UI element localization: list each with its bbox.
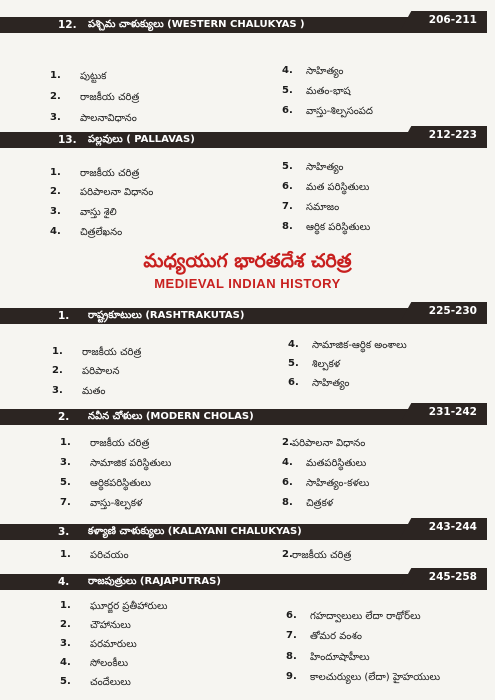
- section-title: నవీన చోళులు (MODERN CHOLAS): [88, 411, 254, 422]
- page-range: 206-211: [428, 14, 477, 26]
- heading-telugu: మధ్యయుగ భారతదేశ చరిత్ర: [143, 250, 352, 272]
- section-header: [0, 568, 495, 590]
- section-title: రాజపుత్రులు (RAJAPUTRAS): [88, 576, 221, 587]
- section-header: [0, 126, 495, 148]
- section-title: రాష్ట్రకూటులు (RASHTRAKUTAS): [88, 310, 245, 321]
- page-range: 212-223: [428, 129, 477, 141]
- page-range: 225-230: [428, 305, 477, 317]
- section-number: 13.: [58, 134, 77, 146]
- section-header: [0, 518, 495, 540]
- page-range: 243-244: [428, 521, 477, 533]
- section-title: పశ్చిమ చాళుక్యులు (WESTERN CHALUKYAS ): [88, 19, 305, 30]
- section-title: కళ్యాణి చాళుక్యులు (KALAYANI CHALUKYAS): [88, 526, 302, 537]
- section-header: [0, 403, 495, 425]
- page-range: 231-242: [428, 406, 477, 418]
- heading-english: MEDIEVAL INDIAN HISTORY: [154, 276, 341, 291]
- page-range: 245-258: [428, 571, 477, 583]
- section-title: పల్లవులు ( PALLAVAS): [88, 134, 195, 145]
- section-number: 12.: [58, 19, 77, 31]
- section-number: 3.: [58, 526, 70, 538]
- section-header: [0, 11, 495, 33]
- section-header: [0, 302, 495, 324]
- section-number: 2.: [58, 411, 70, 423]
- section-number: 4.: [58, 576, 70, 588]
- section-number: 1.: [58, 310, 70, 322]
